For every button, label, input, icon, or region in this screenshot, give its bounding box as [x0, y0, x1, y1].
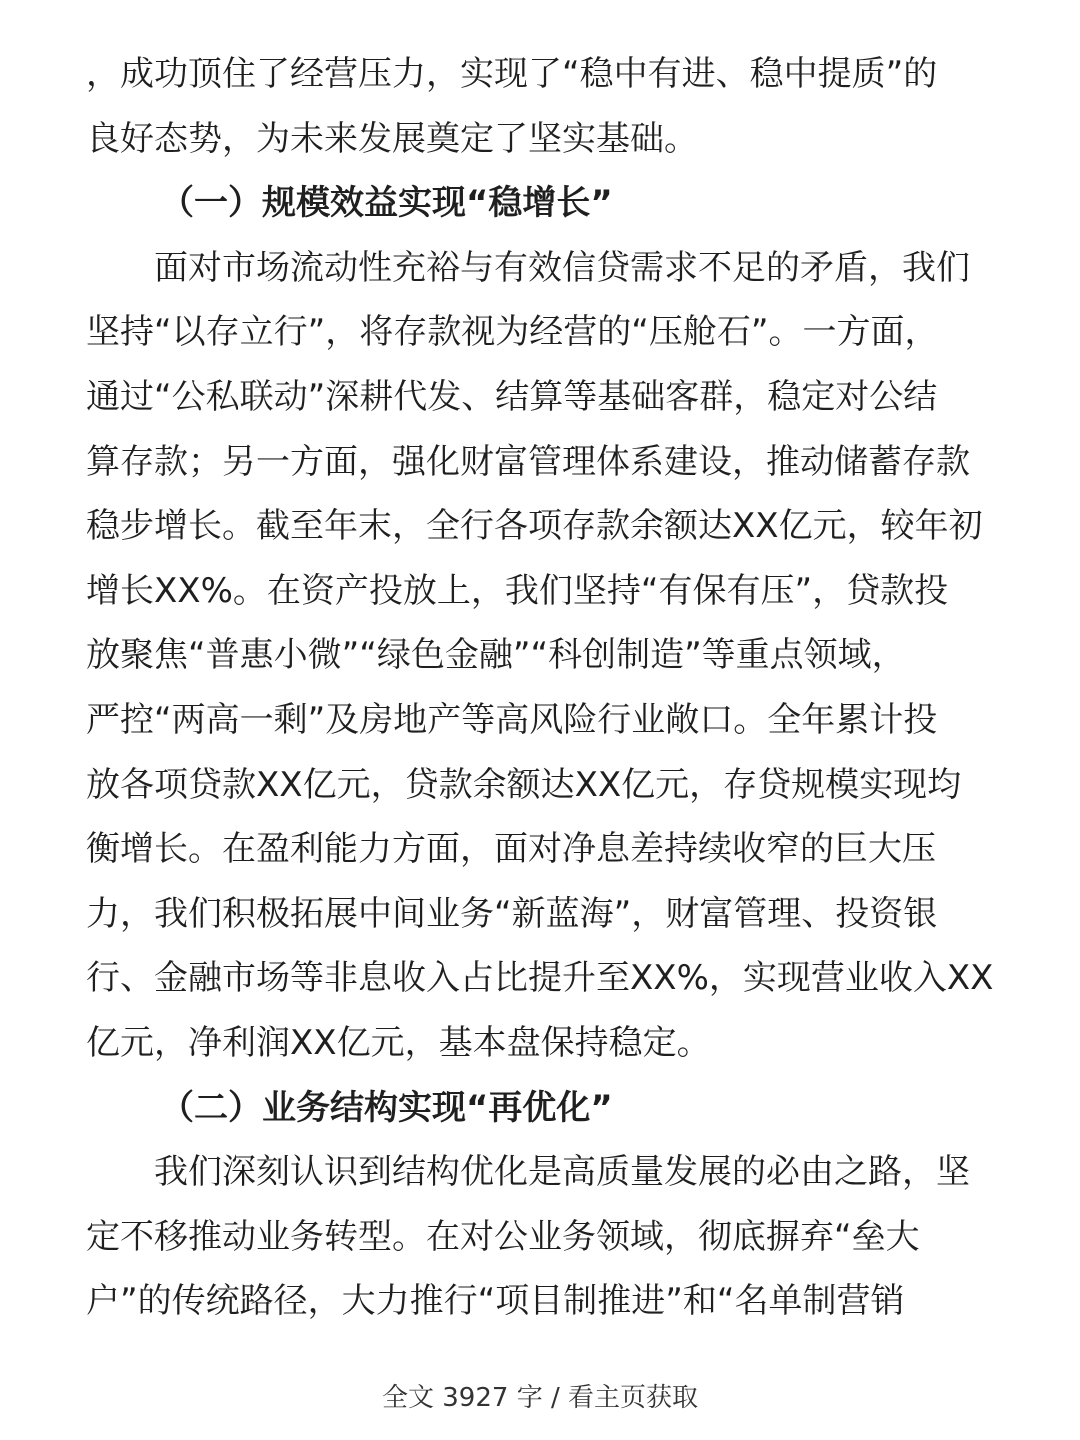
text-line: 通过“公私联动”深耕代发、结算等基础客群，稳定对公结 — [86, 376, 938, 417]
text-line: 坚持“以存立行”，将存款视为经营的“压舱石”。一方面， — [86, 312, 939, 353]
text-line: ，成功顶住了经营压力，实现了“稳中有进、稳中提质”的 — [86, 54, 938, 94]
text-line: 亿元，净利润XX亿元，基本盘保持稳定。 — [86, 1022, 711, 1063]
text-line: 行、金融市场等非息收入占比提升至XX%，实现营业收入XX — [86, 958, 994, 999]
text-line: 力，我们积极拓展中间业务“新蓝海”，财富管理、投资银 — [86, 893, 938, 934]
text-line: 户”的传统路径，大力推行“项目制推进”和“名单制营销 — [86, 1281, 905, 1322]
document-body — [86, 42, 996, 1334]
section-heading: （一）规模效益实现“稳增长” — [160, 183, 613, 224]
text-line: 增长XX%。在资产投放上，我们坚持“有保有压”，贷款投 — [86, 570, 949, 611]
text-line: 定不移推动业务转型。在对公业务领域，彻底摒弃“垒大 — [86, 1216, 920, 1257]
section-heading: （二）业务结构实现“再优化” — [160, 1087, 613, 1128]
text-line: 我们深刻认识到结构优化是高质量发展的必由之路，坚 — [154, 1152, 970, 1193]
text-line: 稳步增长。截至年末，全行各项存款余额达XX亿元，较年初 — [86, 506, 983, 547]
text-line: 严控“两高一剩”及房地产等高风险行业敞口。全年累计投 — [86, 699, 938, 740]
text-line: 算存款；另一方面，强化财富管理体系建设，推动储蓄存款 — [86, 441, 970, 482]
footer-caption: 全文 3927 字 / 看主页获取 — [382, 1383, 698, 1413]
text-line: 良好态势，为未来发展奠定了坚实基础。 — [86, 118, 698, 159]
text-line: 衡增长。在盈利能力方面，面对净息差持续收窄的巨大压 — [86, 829, 936, 870]
text-line: 放各项贷款XX亿元，贷款余额达XX亿元，存贷规模实现均 — [86, 764, 962, 805]
text-line: 面对市场流动性充裕与有效信贷需求不足的矛盾，我们 — [154, 247, 970, 288]
text-line: 放聚焦“普惠小微”“绿色金融”“科创制造”等重点领域， — [86, 635, 906, 676]
